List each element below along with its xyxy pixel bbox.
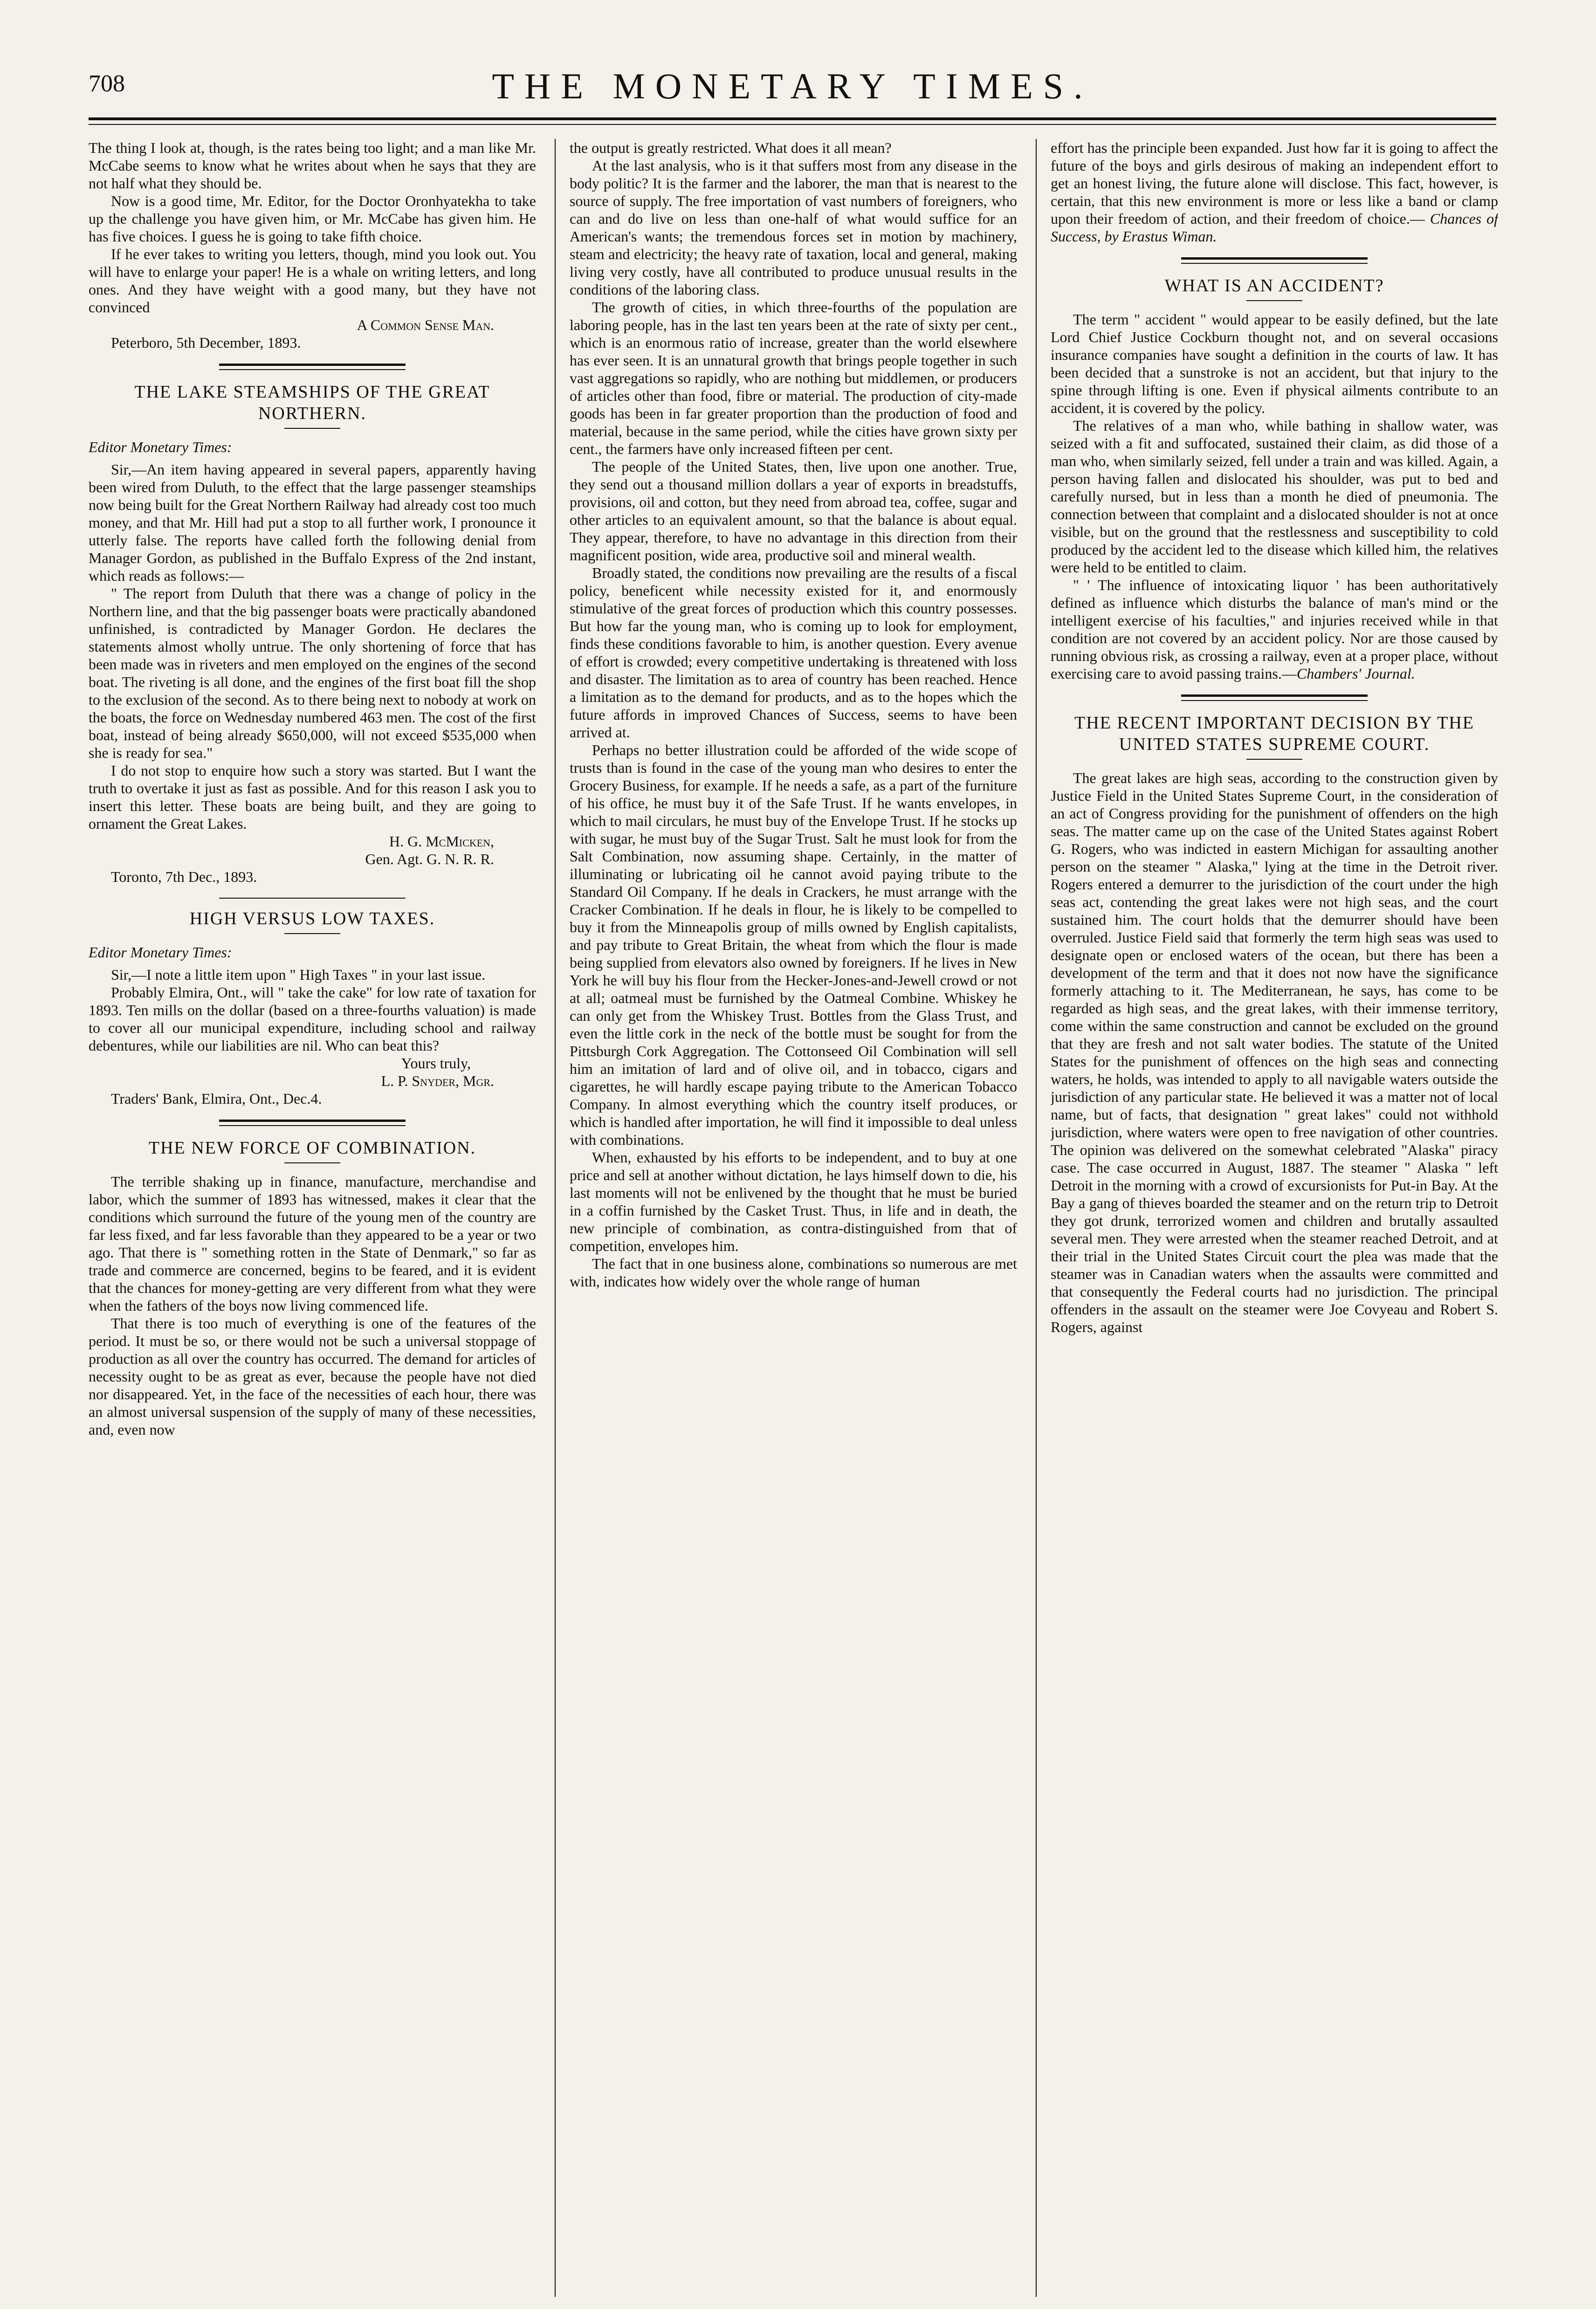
column-3 <box>1051 139 1498 2297</box>
salutation: Editor Monetary Times: <box>89 944 232 961</box>
section-rule <box>1181 694 1368 701</box>
paragraph: The relatives of a man who, while bathing in shallow water, was seized with a fit and suffocated, sustained their claim, as did those of a man who, when similarly seized, fell under a train and was killed. Again, a person having fallen and dislocated his shoulder, was put to bed and carefully nursed, but in less than a month he died of pneumonia. The connection between that complaint and a dislocated shoulder is not at once visible, but on the ground that the restlessness and susceptibility to cold produced by the accident led to the disease which killed him, the relatives were held to be entitled to claim. <box>1051 417 1498 576</box>
title-rule <box>1246 300 1302 301</box>
column-divider <box>555 139 556 2297</box>
paragraph: " The report from Duluth that there was a change of policy in the Northern line, and that the big passenger boats were practically abandoned unfinished, is contradicted by Manager Gordon. He declares the statements almost wholly untrue. The only shortening of force that has been made was in riveters and men employed on the engines of the second boat. The riveting is all done, and the engines of the first boat fill the shop to the exclusion of the second. As to there being next to nobody at work on the boats, the force on Wednesday numbered 463 men. The cost of the first boat, instead of being already $650,000, will not exceed $535,000 when she is ready for sea." <box>89 585 536 761</box>
paragraph: Probably Elmira, Ont., will " take the cake" for low rate of taxation for 1893. Ten mills on the dollar (based on a three-fourths valuation) is made to cover all our municipal expenditure, including school and railway debentures, while our liabilities are nil. Who can beat this? <box>89 984 536 1054</box>
section-rule <box>219 1120 406 1126</box>
place-date: Peterboro, 5th December, 1893. <box>111 334 301 351</box>
paragraph: the output is greatly restricted. What does it all mean? <box>570 139 892 156</box>
paragraph: The fact that in one business alone, combinations so numerous are met with, indicates how widely over the whole range of human <box>570 1255 1017 1290</box>
paragraph: The people of the United States, then, live upon one another. True, they send out a thousand million dollars a year of exports in breadstuffs, provisions, oil and cotton, but they need from abroad tea, coffee, sugar and other articles to an equivalent amount, so that the balance is about equal. They appear, therefore, to have no advantage in this direction from their magnificent position, wide area, productive soil and mineral wealth. <box>570 458 1017 564</box>
header-rule <box>89 117 1496 120</box>
column-divider <box>1036 139 1037 2297</box>
paragraph: The terrible shaking up in finance, manufacture, merchandise and labor, which the summer of 1893 has witnessed, makes it clear that the conditions which surround the future of the young men of the country are far less fixed, and far less favorable than they appeared to be a year or two ago. That there is " something rotten in the State of Denmark," so far as trade and commerce are concerned, begins to be feared, and it is evident that the chances for money-getting are very different from what they were when the fathers of the boys now living commenced life. <box>89 1173 536 1314</box>
paragraph: That there is too much of everything is one of the features of the period. It must be so, or there would not be such a universal stoppage of production as all over the country has occurred. The demand for articles of necessity ought to be as great as ever, because the people have not died nor disappeared. Yet, in the face of the necessities of each hour, there was an almost universal suspension of the supply of many of these necessities, and, even now <box>89 1315 536 1438</box>
masthead <box>89 61 1496 121</box>
page-number: 708 <box>89 70 125 97</box>
paragraph: The term " accident " would appear to be easily defined, but the late Lord Chief Justice Cockburn thought not, and on several occasions insurance companies have sought a definition in the courts of law. It has been decided that a sunstroke is not an accident, but that injury to the spine through lifting is one. Even if physical ailments contribute to an accident, it is covered by the policy. <box>1051 311 1498 416</box>
paragraph: The growth of cities, in which three-fourths of the population are laboring people, has in the last ten years been at the rate of sixty per cent., which is an enormous ratio of increase, greater than the world elsewhere has ever seen. It is an unnatural growth that brings people together in such vast aggregations so rapidly, who are nothing but middlemen, or producers of articles other than food, fibre or material. The production of city-made goods has been in far greater proportion than the production of food and material, because in the same period, while the cities have grown sixty per cent., the farmers have only increased fifteen per cent. <box>570 299 1017 457</box>
salutation: Editor Monetary Times: <box>89 439 232 455</box>
column-2 <box>570 139 1017 2297</box>
article-title: THE RECENT IMPORTANT DECISION BY THE UNITED STATES SUPREME COURT. <box>1074 713 1474 754</box>
article-title: WHAT IS AN ACCIDENT? <box>1164 276 1384 295</box>
paragraph: If he ever takes to writing you letters, though, mind you look out. You will have to enlarge your paper! He is a whale on writing letters, and long ones. And they have weight with a good many, but they have not convinced <box>89 246 536 316</box>
paragraph: Perhaps no better illustration could be afforded of the wide scope of trusts than is found in the case of the young man who desires to enter the Grocery Business, for example. If he needs a safe, as a part of the furniture of his office, he must buy it of the Safe Trust. If he wants envelopes, in which to mail circulars, he must buy of the Envelope Trust. If he stocks up with sugar, he must buy of the Sugar Trust. Salt he must look for from the Salt Combination, now assuming shape. Certainly, in the matter of illuminating or lubricating oil he cannot avoid paying tribute to the Standard Oil Company. If he deals in Crackers, he must arrange with the Cracker Combination. If he deals in flour, he is likely to be compelled to buy it from the Minneapolis group of mills owned by English capitalists, and pay tribute to Great Britain, the wheat from which the flour is made being supplied from elevators also owned by foreigners. If he lives in New York he will buy his flour from the Hecker-Jones-and-Jewell crowd or not at all; oatmeal must be furnished by the Oatmeal Combine. Whiskey he can only get from the Whiskey Trust. Bottles from the Glass Trust, and even the little cork in the neck of the bottle must be sought for from the Pittsburgh Cork Aggregation. The Cottonseed Oil Combination will sell him an imitation of lard and of olive oil, and in tobacco, cigars and cigarettes, he will hardly escape paying tribute to the American Tobacco Company. In almost everything which the country itself produces, or which is handled after importation, he will find it impossible to deal unless with combinations. <box>570 742 1017 1148</box>
title-rule <box>284 428 340 429</box>
column-1 <box>89 139 536 2297</box>
place-date: Toronto, 7th Dec., 1893. <box>111 868 257 885</box>
article-title: THE NEW FORCE OF COMBINATION. <box>148 1138 476 1158</box>
article-title: THE LAKE STEAMSHIPS OF THE GREAT NORTHERN. <box>134 382 490 423</box>
paragraph: Now is a good time, Mr. Editor, for the Doctor Oronhyatekha to take up the challenge you have given him, or Mr. McCabe has given him. He has five choices. I guess he is going to take fifth choice. <box>89 192 536 245</box>
article-title: HIGH VERSUS LOW TAXES. <box>189 909 435 928</box>
paragraph: At the last analysis, who is it that suffers most from any disease in the body politic? It is the farmer and the laborer, the man that is nearest to the source of supply. The free importation of vast numbers of foreigners, who can and do live on less than one-half of what would suffice for an American's wants; the tremendous forces set in motion by machinery, steam and electricity; the heavy rate of taxation, local and general, making living very costly, have all contributed to produce unusual results in the conditions of the laboring class. <box>570 157 1017 298</box>
source-credit: Chances of Success, by Erastus Wiman. <box>1051 210 1498 245</box>
paragraph: I do not stop to enquire how such a story was started. But I want the truth to overtake it just as fast as possible. And for this reason I ask you to insert this letter. These boats are being built, and they are going to ornament the Great Lakes. <box>89 762 536 832</box>
paragraph: Sir,—An item having appeared in several papers, apparently having been wired from Duluth, to the effect that the large passenger steamships now being built for the Great Northern Railway had already cost too much money, and that Mr. Hill had put a stop to all further work, I pronounce it utterly false. The reports have called forth the following denial from Manager Gordon, as published in the Buffalo Express of the 2nd instant, which reads as follows:— <box>89 461 536 584</box>
section-rule <box>1181 257 1368 264</box>
signature: H. G. McMicken, <box>389 833 494 850</box>
title-rule <box>1246 759 1302 760</box>
signature: A Common Sense Man. <box>357 316 494 333</box>
paragraph: Sir,—I note a little item upon " High Taxes " in your last issue. <box>111 966 486 983</box>
paragraph: When, exhausted by his efforts to be independent, and to buy at one price and sell at another without dictation, he lays himself down to die, his last moments will not be enlivened by the thought that he must be buried in a coffin furnished by the Casket Trust. Thus, in life and in death, the new principle of combination, as contra-distinguished from that of competition, envelopes him. <box>570 1149 1017 1254</box>
closing: Yours truly, <box>401 1055 471 1072</box>
paragraph <box>1051 139 1498 245</box>
section-rule <box>219 898 406 899</box>
source-credit: Chambers' Journal. <box>1296 665 1415 682</box>
continuation-text: effort has the principle been expanded. Just how far it is going to affect the future of the boys and girls desirous of making an independent effort to get an honest living, the future alone will disclose. This fact, however, is certain, that this new environment is more or less like a band or clamp upon their freedom of action, and their freedom of choice.— <box>1051 139 1498 227</box>
journal-title: THE MONETARY TIMES. <box>492 66 1093 106</box>
paragraph <box>1051 576 1498 682</box>
paragraph: The thing I look at, though, is the rates being too light; and a man like Mr. McCabe seems to know what he writes about when he says that they are not half what they should be. <box>89 139 536 192</box>
paragraph-text: " ' The influence of intoxicating liquor ' has been authoritatively defined as influence which disturbs the balance of man's mind or the intelligent exercise of his faculties," and injuries received while in that condition are not covered by an accident policy. Nor are those caused by running obvious risk, as crossing a railway, even at a proper place, without exercising care to avoid passing trains.— <box>1051 577 1498 682</box>
place-date: Traders' Bank, Elmira, Ont., Dec.4. <box>111 1090 322 1107</box>
signature: L. P. Snyder, Mgr. <box>381 1072 494 1089</box>
section-rule <box>219 364 406 370</box>
title-rule <box>284 933 340 934</box>
header-rule-thin <box>89 124 1496 125</box>
title-rule <box>284 1162 340 1163</box>
paragraph: The great lakes are high seas, according to the construction given by Justice Field in the United States Supreme Court, in the consideration of an act of Congress providing for the punishment of offenders on the high seas. The matter came up on the case of the United States against Robert G. Rogers, who was indicted in eastern Michigan for assaulting another person on the steamer " Alaska," lying at the time in the Detroit river. Rogers entered a demurrer to the jurisdiction of the court under the high seas act, contending the great lakes were not high seas, and the court sustained him. The court holds that the demurrer should have been overruled. Justice Field said that formerly the term high seas was used to designate open or enclosed waters of the ocean, but there has been a development of the term and that it does not now have the significance formerly attaching to it. The Mediterranean, he says, has come to be regarded as high seas, and the great lakes, with their immense territory, come within the same construction and cannot be excluded on the ground that they are fresh and not salt water bodies. The statute of the United States for the punishment of offences on the high seas and connecting waters, he holds, was intended to apply to all navigable waters outside the jurisdiction of any particular state. He believed it was a matter not of local name, but of facts, that designation " great lakes" could not withhold jurisdiction, where waters were open to free navigation of other countries. The opinion was delivered on the somewhat celebrated "Alaska" piracy case. The case occurred in August, 1887. The steamer " Alaska " left Detroit in the morning with a crowd of excursionists for Put-in Bay. At the Bay a gang of thieves boarded the steamer and on the return trip to Detroit they got drunk, terrorized women and children and brutally assaulted several men. They were arrested when the steamer reached Detroit, and at their trial in the United States Circuit court the plea was made that the steamer was in Canadian waters when the assaults were committed and that consequently the Federal courts had no jurisdiction. The principal offenders in the assault on the steamer were Joe Covyeau and Robert S. Rogers, against <box>1051 770 1498 1335</box>
signature-title: Gen. Agt. G. N. R. R. <box>365 851 494 867</box>
paragraph: Broadly stated, the conditions now prevailing are the results of a fiscal policy, beneficent while necessity existed for it, and enormously stimulative of the great forces of production which this country possesses. But how far the young man, who is coming up to look for employment, finds these conditions favorable to him, is another question. Every avenue of effort is crowded; every competitive undertaking is threatened with loss and disaster. The limitation as to area of country has been reached. Hence a limitation as to the demand for products, and as to the hopes which the future affords in improved Chances of Success, seems to have been arrived at. <box>570 564 1017 741</box>
